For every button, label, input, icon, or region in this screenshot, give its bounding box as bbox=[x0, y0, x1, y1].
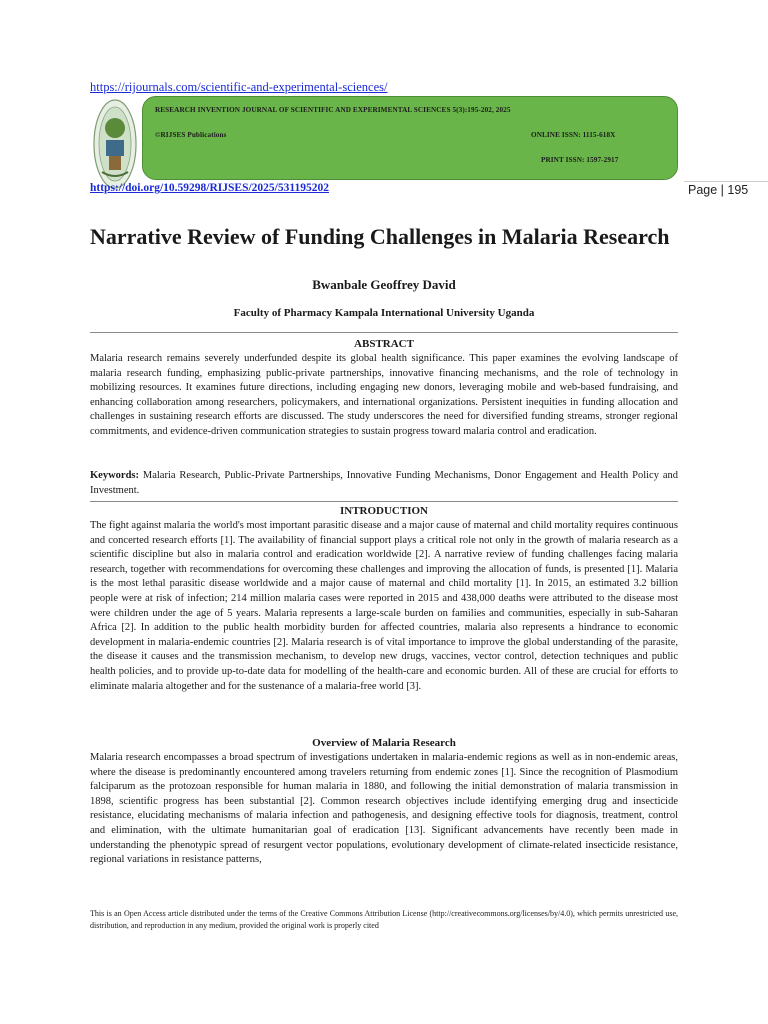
keywords-label: Keywords: bbox=[90, 470, 139, 481]
keywords bbox=[90, 469, 678, 498]
journal-banner bbox=[142, 96, 678, 180]
abstract-text: Malaria research remains severely underfunded despite its global health significance. This paper examines the evolving landscape of malaria research funding, emphasizing public-private partnerships, innovative financing mechanisms, and the role of technology in mobilizing resources. It examines future directions, including engaging new donors, leveraging mobile and web-based fundraising, and enhancing collaboration among researchers, policymakers, and international organizations. Persistent inequities in funding allocation and challenges in sustaining research efforts are discussed. The study underscores the need for diversified funding streams, stronger regional commitments, and evidence-driven communication strategies to sustain progress toward malaria control and eradication. bbox=[90, 353, 678, 437]
journal-url-link[interactable]: https://rijournals.com/scientific-and-experimental-sciences/ bbox=[90, 80, 388, 94]
journal-citation-line: RESEARCH INVENTION JOURNAL OF SCIENTIFIC AND EXPERIMENTAL SCIENCES 5(3):195-202, 2025 bbox=[155, 106, 511, 114]
introduction-heading: INTRODUCTION bbox=[339, 505, 428, 517]
author-name: Bwanbale Geoffrey David bbox=[312, 277, 456, 292]
publisher-name: ©RIJSES Publications bbox=[155, 131, 227, 139]
author-affiliation: Faculty of Pharmacy Kampala International University Uganda bbox=[233, 307, 535, 319]
keywords-text: Malaria Research, Public-Private Partnerships, Innovative Funding Mechanisms, Donor Engagement and Health Policy and Investment. bbox=[90, 470, 678, 496]
abstract-top-rule bbox=[90, 332, 678, 333]
overview-heading: Overview of Malaria Research bbox=[312, 737, 456, 749]
online-issn: ONLINE ISSN: 1115-618X bbox=[531, 131, 616, 139]
article-title: Narrative Review of Funding Challenges in Malaria Research bbox=[90, 224, 670, 249]
intro-top-rule bbox=[90, 501, 678, 502]
doi-link[interactable]: https://doi.org/10.59298/RIJSES/2025/531195202 bbox=[90, 182, 329, 194]
page-number-rule bbox=[684, 181, 768, 182]
overview-text: Malaria research encompasses a broad spectrum of investigations undertaken in malaria-endemic regions as well as in non-endemic areas, where the disease is predominantly encountered among travelers returning from endemic zones [1]. Since the recognition of Plasmodium falciparum as the protozoan responsible for human malaria in 1880, and following the initial demonstration of malaria transmission in 1898, scientific progress has been substantial [2]. Common research objectives include identifying emerging drug and insecticide resistance, elucidating mechanisms of malaria infection and pathogenesis, and designing effective tools for diagnosis, treatment, control and elimination, with the ultimate humanitarian goal of eradication [13]. Significant advancements have recently been made in understanding the phenotypic spread of resurgent vector populations, evolutionary development of climate-related insecticide resistance, regional variations in resistance patterns, bbox=[90, 752, 678, 866]
license-notice: This is an Open Access article distributed under the terms of the Creative Commons Attribution License (http://creativecommons.org/licenses/by/4.0), which permits unrestricted use, distribution, and reproduction in any medium, provided the original work is properly cited bbox=[90, 909, 678, 930]
print-issn: PRINT ISSN: 1597-2917 bbox=[541, 156, 619, 164]
abstract-heading: ABSTRACT bbox=[354, 338, 414, 350]
introduction-text: The fight against malaria the world's most important parasitic disease and a major cause of maternal and child mortality requires continuous and concerted research efforts [1]. The availability of financial support plays a critical role not only in the growth of malaria research as a scientific discipline but also in malaria control and eradication worldwide [2]. A narrative review of funding challenges facing malaria research, together with recommendations for overcoming these challenges and improving the allocation of funds, is presented [1]. Malaria is the most lethal parasitic disease worldwide and a major cause of maternal and child mortality [1]. In 2015, an estimated 3.2 billion people were at risk of infection; 214 million malaria cases were reported in 2015 and 438,000 deaths were attributed to the disease most were children under the age of 5 years. Malaria represents a large-scale burden on families and communities, especially in sub-Saharan Africa [2]. In addition to the public health morbidity burden for affected countries, malaria also represents a hindrance to economic development in malaria-endemic countries [2]. Malaria research is of vital importance to improve the global understanding of the parasite, the disease it causes and the transmission mechanism, to develop new drugs, vaccines, vector control, detection techniques and public health policies, and to provide up-to-date data for modelling of the health-care and economic burden. All of these are crucial for efforts to eliminate malaria altogether and for the sustenance of a malaria-free world [3]. bbox=[90, 520, 678, 692]
journal-logo bbox=[92, 98, 138, 190]
page-number: Page | 195 bbox=[688, 183, 749, 197]
